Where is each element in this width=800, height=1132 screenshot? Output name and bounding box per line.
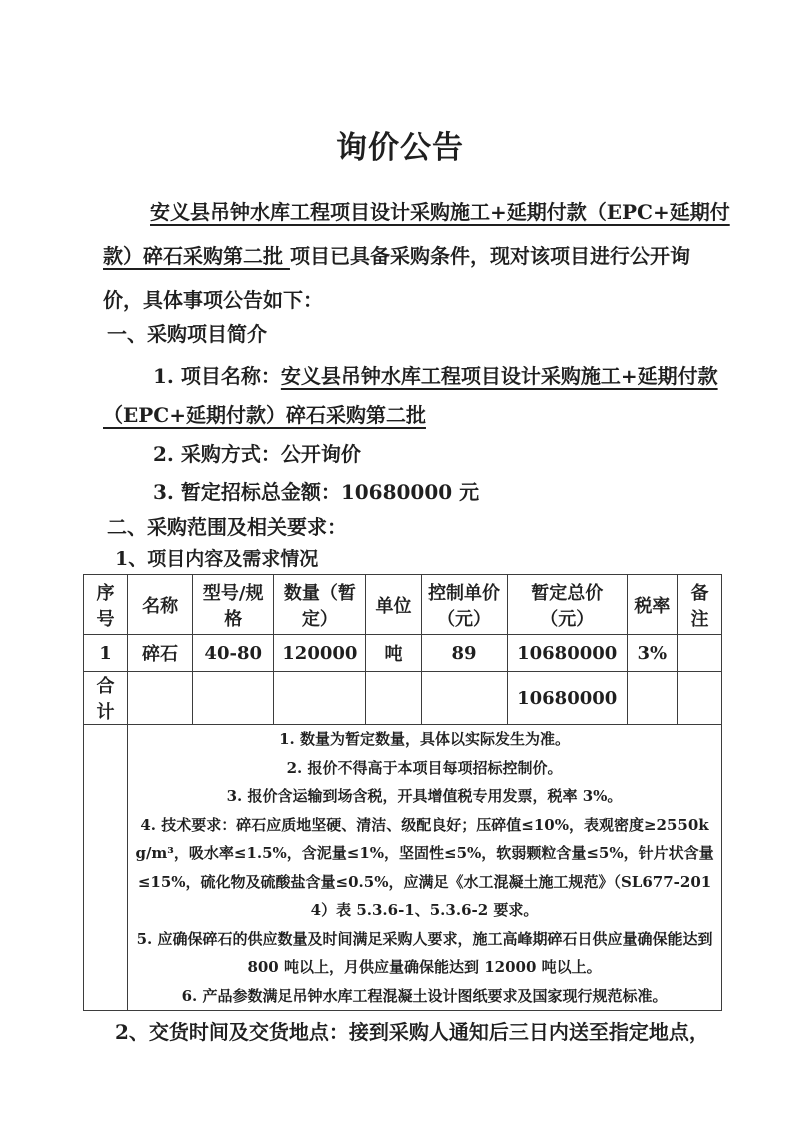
table-row [84,635,722,672]
document-title: 询价公告 [336,130,464,166]
table-total-cell [421,672,507,725]
items-table [83,574,722,1011]
underlined-text-segment: 安义县吊钟水库工程项目设计采购施工+延期付款（EPC+延期付 [150,200,730,224]
procurement-method-item: 2. 采购方式：公开询价 [153,442,361,466]
closing-line: 2、交货时间及交货地点：接到采购人通知后三日内送至指定地点， [115,1020,709,1044]
underlined-text-segment: 款）碎石采购第二批 [103,244,290,268]
table-total-cell: 10680000 [507,672,627,725]
table-total-row [84,672,722,725]
table-data-cell: 120000 [274,635,366,672]
table-total-cell [677,672,721,725]
text-line [103,234,711,278]
text-line [103,396,711,435]
table-header-cell: 数量（暂定） [274,575,366,635]
table-header-cell: 名称 [128,575,193,635]
table-data-cell: 碎石 [128,635,193,672]
underlined-text-segment: 安义县吊钟水库工程项目设计采购施工+延期付款 [280,364,718,388]
text-line [103,278,711,322]
intro-paragraph [103,190,730,322]
table-total-cell [627,672,677,725]
underlined-text-segment: （EPC+延期付款）碎石采购第二批 [103,403,426,427]
table-note: 5. 应确保碎石的供应数量及时间满足采购人要求，施工高峰期碎石日供应量确保能达到 800 吨以上，月供应量确保能达到 12000 吨以上。 [136,929,713,976]
table-header-cell: 税率 [627,575,677,635]
table-header-cell: 单位 [366,575,421,635]
table-header-cell: 型号/规格 [193,575,274,635]
text-line [103,190,730,234]
table-note: 6. 产品参数满足吊钟水库工程混凝土设计图纸要求及国家现行规范标准。 [181,986,668,1005]
table-total-cell [366,672,421,725]
table-data-cell: 吨 [366,635,421,672]
table-note: 3. 报价含运输到场含税，开具增值税专用发票，税率 3%。 [226,787,623,805]
table-note: 2. 报价不得高于本项目每项招标控制价。 [286,758,563,777]
table-total-cell: 合计 [84,672,128,725]
table-notes-row [84,725,722,1011]
text-segment: 1. 项目名称： [153,364,281,388]
table-total-cell [128,672,193,725]
project-name-item [103,357,718,435]
table-data-cell: 3% [627,635,677,672]
table-data-cell: 89 [421,635,507,672]
table-header-row [84,575,722,635]
table-data-cell: 1 [84,635,128,672]
table-data-cell: 40-80 [193,635,274,672]
text-segment: 项目已具备采购条件，现对该项目进行公开询 [289,244,690,268]
subsection-1-heading: 1、项目内容及需求情况 [115,548,319,570]
notes-row-seq-cell [84,725,128,1011]
table-total-cell [193,672,274,725]
text-line [103,357,718,396]
table-data-cell [677,635,721,672]
section-2-heading: 二、采购范围及相关要求： [107,515,347,539]
table-header-cell: 备注 [677,575,721,635]
table-header-cell: 控制单价（元） [421,575,507,635]
table-header-cell: 暂定总价（元） [507,575,627,635]
table-note: 4. 技术要求：碎石应质地坚硬、清洁、级配良好；压碎值≤10%，表观密度≥2550kg/m³，吸水率≤1.5%，含泥量≤1%，坚固性≤5%，软弱颗粒含量≤5%，针片状含量≤15%，硫化物及硫酸盐含量≤0.5%，应满足《水工混凝土施工规范》（SL677-2014）表 5.3.6-1、5.3.6-2 要求。 [135,815,714,919]
text-segment: 价，具体事项公告如下： [103,288,323,312]
table-total-cell [274,672,366,725]
tender-amount-item: 3. 暂定招标总金额：10680000 元 [153,480,480,504]
table-header-cell: 序号 [84,575,128,635]
table-note: 1. 数量为暂定数量，具体以实际发生为准。 [279,730,570,748]
table-notes-cell [128,725,722,1011]
table-data-cell: 10680000 [507,635,627,672]
section-1-heading: 一、采购项目简介 [107,322,267,346]
